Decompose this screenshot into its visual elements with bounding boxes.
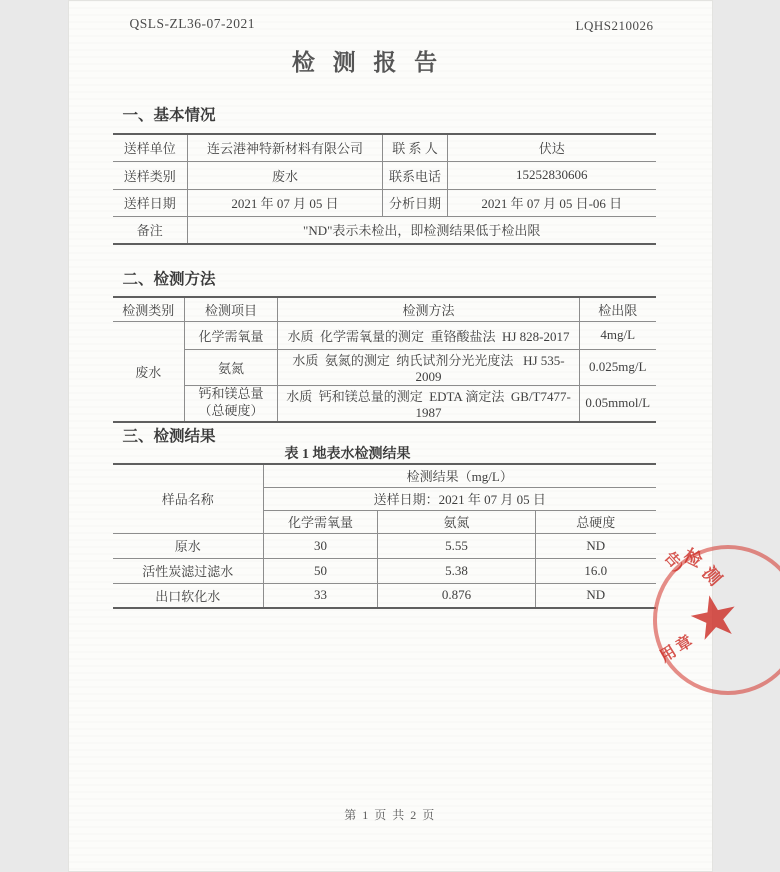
result-cell: ND: [536, 583, 656, 608]
basic-info-table: [113, 133, 656, 245]
sampling-date-header: 送样日期：2021 年 07 月 05 日: [264, 487, 656, 510]
result-unit-header: 检测结果（mg/L）: [264, 464, 656, 487]
remark-value: "ND"表示未检出，即检测结果低于检出限: [188, 216, 656, 244]
method-cell: 水质 氨氮的测定 纳氏试剂分光光度法 HJ 535-2009: [278, 349, 580, 385]
results-table: [113, 463, 656, 609]
category-cell: 废水: [113, 321, 185, 422]
field-label: 联系电话: [383, 161, 448, 189]
remark-label: 备注: [113, 216, 188, 244]
method-cell: 水质 化学需氧量的测定 重铬酸盐法 HJ 828-2017: [278, 321, 580, 349]
column-header: 检测方法: [278, 297, 580, 321]
field-value: 废水: [188, 161, 383, 189]
item-cell: 化学需氧量: [185, 321, 278, 349]
sample-name-cell: 出口软化水: [113, 583, 264, 608]
results-table-title: 表 1 地表水检测结果: [284, 447, 411, 462]
limit-cell: 4mg/L: [580, 321, 656, 349]
stamp-arc-text: 检: [680, 545, 705, 571]
field-value: 15252830606: [448, 161, 656, 189]
result-cell: 16.0: [536, 558, 656, 583]
table-row: [113, 558, 656, 583]
report-number: LQHS210026: [575, 18, 654, 33]
result-cell: ND: [536, 533, 656, 558]
column-header: 检出限: [580, 297, 656, 321]
field-label: 送样日期: [113, 189, 188, 216]
stamp-bottom-text: 用章: [656, 631, 698, 666]
column-header: 检测类别: [113, 297, 185, 321]
result-cell: 30: [264, 533, 378, 558]
field-label: 联 系 人: [383, 134, 448, 161]
result-cell: 5.38: [378, 558, 536, 583]
stamp-arc-text: 测: [698, 562, 725, 590]
method-cell: 水质 钙和镁总量的测定 EDTA 滴定法 GB/T7477-1987: [278, 385, 580, 422]
column-header: 检测项目: [185, 297, 278, 321]
table-row: [113, 583, 656, 608]
field-label: 送样类别: [113, 161, 188, 189]
report-title: 检 测 报 告: [291, 50, 444, 75]
sample-name-cell: 活性炭滤过滤水: [113, 558, 264, 583]
column-header: 化学需氧量: [264, 510, 378, 533]
field-value: 连云港神特新材料有限公司: [188, 134, 383, 161]
section-basic-info-heading: 一、基本情况: [122, 107, 216, 124]
section-methods-heading: 二、检测方法: [122, 271, 216, 288]
result-cell: 5.55: [378, 533, 536, 558]
stamp-arc-text: 告): [660, 549, 686, 575]
result-cell: 0.876: [378, 583, 536, 608]
sample-name-header: 样品名称: [113, 464, 264, 533]
report-page: [68, 0, 743, 872]
sample-name-cell: 原水: [113, 533, 264, 558]
column-header: 总硬度: [536, 510, 656, 533]
result-cell: 50: [264, 558, 378, 583]
item-cell: 氨氮: [185, 349, 278, 385]
item-cell: 钙和镁总量 （总硬度）: [185, 385, 278, 422]
field-value: 2021 年 07 月 05 日-06 日: [448, 189, 656, 216]
field-label: 分析日期: [383, 189, 448, 216]
methods-table: [113, 296, 656, 423]
result-cell: 33: [264, 583, 378, 608]
official-seal-stamp: [653, 545, 780, 695]
page-number: 第 1 页 共 2 页: [344, 808, 436, 822]
stamp-star-icon: ★: [684, 585, 743, 652]
section-results-heading: 三、检测结果: [122, 428, 216, 445]
limit-cell: 0.025mg/L: [580, 349, 656, 385]
field-value: 伏达: [448, 134, 656, 161]
document-code: QSLS-ZL36-07-2021: [129, 16, 255, 31]
field-value: 2021 年 07 月 05 日: [188, 189, 383, 216]
field-label: 送样单位: [113, 134, 188, 161]
limit-cell: 0.05mmol/L: [580, 385, 656, 422]
table-row: [113, 533, 656, 558]
column-header: 氨氮: [378, 510, 536, 533]
